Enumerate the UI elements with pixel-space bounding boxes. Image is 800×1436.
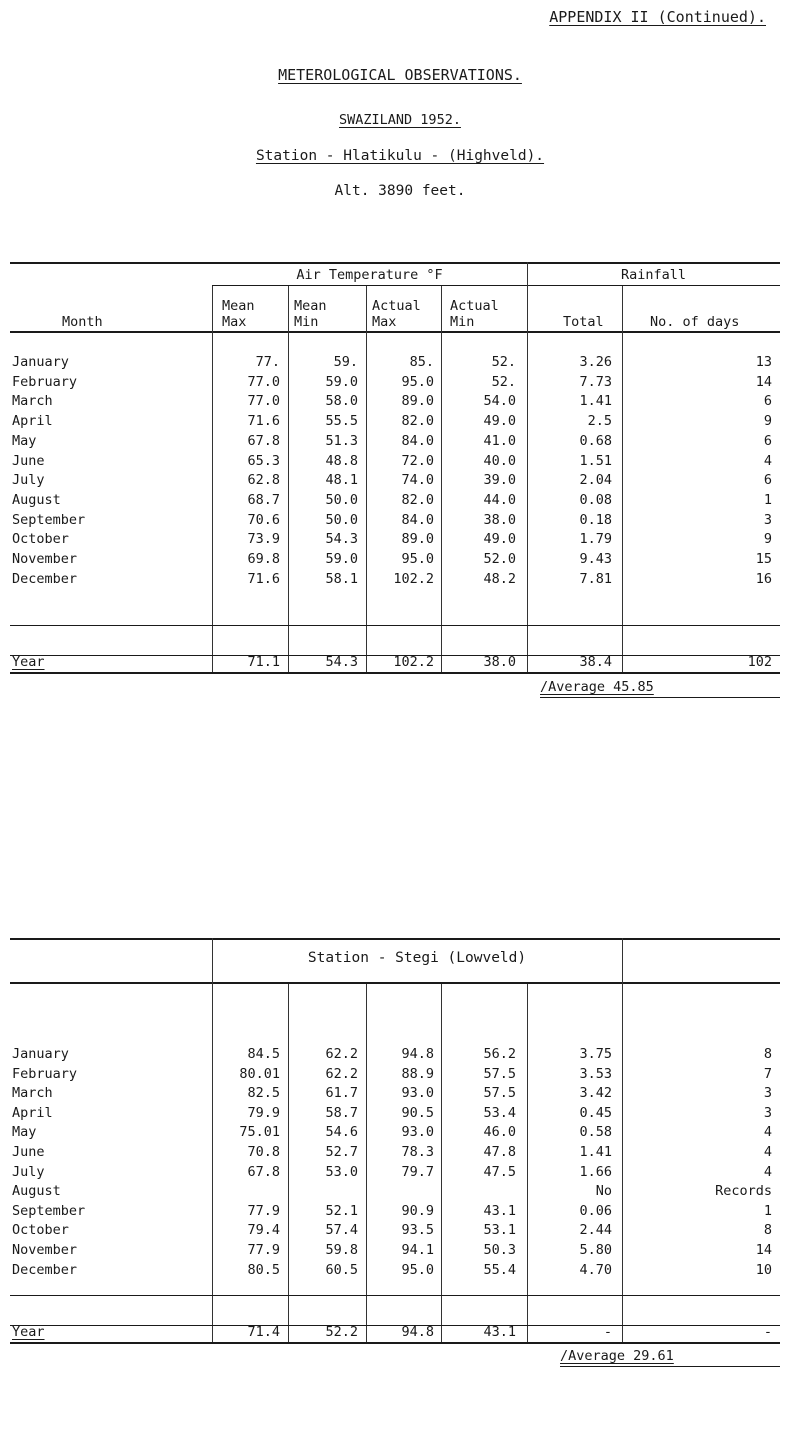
- cell-total: 5.80: [579, 1242, 612, 1258]
- cell-mmax: 84.5: [247, 1046, 280, 1062]
- cell-days: 9: [763, 531, 772, 548]
- cell-amax: 95.0: [401, 1261, 434, 1278]
- cell-amax: 90.9: [401, 1202, 434, 1219]
- cell-days: 15: [755, 551, 772, 567]
- month-label: December: [12, 1261, 78, 1278]
- cell-mmax: 77.0: [247, 373, 280, 390]
- year-mmin: 52.2: [325, 1324, 358, 1340]
- cell-mmax: 69.8: [247, 551, 280, 567]
- month-label: October: [12, 1222, 69, 1239]
- cell-mmax: 67.8: [247, 1163, 280, 1180]
- col-actual-max-2: Max: [372, 314, 397, 330]
- cell-amin: 48.2: [483, 570, 516, 587]
- month-label: March: [12, 1085, 53, 1102]
- cell-mmin: 54.6: [325, 1124, 358, 1141]
- year-mmax: 71.4: [247, 1324, 280, 1340]
- month-label: February: [12, 1065, 78, 1082]
- cell-amax: 93.0: [401, 1124, 434, 1141]
- cell-amin: 55.4: [483, 1261, 516, 1278]
- cell-amin: 39.0: [483, 472, 516, 489]
- month-label: August: [12, 1183, 61, 1200]
- cell-amax: 82.0: [401, 413, 434, 430]
- month-label: January: [12, 1046, 69, 1062]
- cell-mmin: 58.0: [325, 393, 358, 410]
- cell-mmin: 50.0: [325, 511, 358, 528]
- cell-mmax: 82.5: [247, 1085, 280, 1102]
- cell-mmax: 71.6: [247, 570, 280, 587]
- cell-mmin: 50.0: [325, 491, 358, 508]
- month-label: August: [12, 491, 61, 508]
- cell-mmin: 61.7: [325, 1085, 358, 1102]
- month-label: September: [12, 1202, 86, 1219]
- cell-days: 6: [763, 393, 772, 410]
- cell-total: 0.45: [579, 1104, 612, 1121]
- cell-total: 0.58: [579, 1124, 612, 1141]
- cell-days: 7: [763, 1065, 772, 1082]
- cell-days: 14: [755, 373, 772, 390]
- cell-mmin: 58.1: [325, 570, 358, 587]
- cell-amax: 89.0: [401, 531, 434, 548]
- cell-mmax: 73.9: [247, 531, 280, 548]
- month-label: March: [12, 393, 53, 410]
- cell-mmin: 59.8: [325, 1242, 358, 1258]
- cell-amax: 79.7: [401, 1163, 434, 1180]
- cell-days: 9: [763, 413, 772, 430]
- cell-amin: 47.8: [483, 1144, 516, 1160]
- cell-amin: 54.0: [483, 393, 516, 410]
- month-label: November: [12, 1242, 78, 1258]
- stegi-station-title: Station - Stegi (Lowveld): [307, 950, 527, 966]
- cell-mmin: 51.3: [325, 432, 358, 449]
- cell-days: 3: [763, 1104, 772, 1121]
- cell-mmax: 80.01: [239, 1065, 280, 1082]
- month-label: June: [12, 452, 45, 469]
- col-actual-max-1: Actual: [372, 298, 421, 314]
- cell-amax: 94.1: [401, 1242, 434, 1258]
- cell-total: 0.18: [579, 511, 612, 528]
- month-label: July: [12, 472, 45, 489]
- col-actual-min-1: Actual: [450, 298, 499, 314]
- average-note-hlatikulu: /Average 45.85: [540, 679, 654, 695]
- cell-mmax: 79.4: [247, 1222, 280, 1239]
- cell-total: 1.66: [579, 1163, 612, 1180]
- cell-total: 1.41: [579, 1144, 612, 1160]
- group-air-temperature: Air Temperature °F: [296, 267, 443, 283]
- cell-mmax: 70.8: [247, 1144, 280, 1160]
- year-label: Year: [12, 1324, 45, 1340]
- cell-amin: 52.: [491, 354, 516, 370]
- cell-mmax: 79.9: [247, 1104, 280, 1121]
- cell-days: 4: [763, 452, 772, 469]
- cell-amax: 78.3: [401, 1144, 434, 1160]
- month-label: January: [12, 354, 69, 370]
- cell-days: 14: [755, 1242, 772, 1258]
- cell-mmin: 60.5: [325, 1261, 358, 1278]
- cell-total: 3.42: [579, 1085, 612, 1102]
- month-label: October: [12, 531, 69, 548]
- cell-total: 0.68: [579, 432, 612, 449]
- month-label: April: [12, 413, 53, 430]
- cell-days: Records: [715, 1183, 772, 1200]
- cell-amax: 93.5: [401, 1222, 434, 1239]
- year-label: Year: [12, 654, 45, 670]
- month-label: September: [12, 511, 86, 528]
- cell-amin: 44.0: [483, 491, 516, 508]
- cell-days: 4: [763, 1124, 772, 1141]
- year-mmax: 71.1: [247, 654, 280, 670]
- cell-days: 10: [755, 1261, 772, 1278]
- cell-days: 1: [763, 1202, 772, 1219]
- cell-days: 4: [763, 1163, 772, 1180]
- cell-amin: 57.5: [483, 1065, 516, 1082]
- cell-total: 2.5: [587, 413, 612, 430]
- year-total: -: [603, 1324, 612, 1340]
- cell-total: 3.53: [579, 1065, 612, 1082]
- year-amax: 94.8: [401, 1324, 434, 1340]
- cell-amin: 53.1: [483, 1222, 516, 1239]
- cell-mmax: 71.6: [247, 413, 280, 430]
- year-amin: 38.0: [483, 654, 516, 670]
- cell-amin: 52.0: [483, 551, 516, 567]
- cell-amin: 47.5: [483, 1163, 516, 1180]
- cell-amax: 94.8: [401, 1046, 434, 1062]
- cell-days: 8: [763, 1222, 772, 1239]
- col-total: Total: [563, 314, 604, 330]
- cell-mmin: 52.1: [325, 1202, 358, 1219]
- cell-days: 16: [755, 570, 772, 587]
- cell-total: 1.79: [579, 531, 612, 548]
- cell-amin: 52.: [491, 373, 516, 390]
- cell-days: 6: [763, 472, 772, 489]
- cell-mmin: 57.4: [325, 1222, 358, 1239]
- cell-mmax: 77.0: [247, 393, 280, 410]
- year-total: 38.4: [579, 654, 612, 670]
- cell-amax: 95.0: [401, 373, 434, 390]
- cell-mmax: 77.: [255, 354, 280, 370]
- year-days: 102: [747, 654, 772, 670]
- cell-mmax: 65.3: [247, 452, 280, 469]
- cell-amax: 84.0: [401, 432, 434, 449]
- country-year: SWAZILAND 1952.: [339, 112, 461, 128]
- altitude: Alt. 3890 feet.: [334, 183, 466, 199]
- cell-amax: 85.: [409, 354, 434, 370]
- cell-amin: 40.0: [483, 452, 516, 469]
- cell-mmin: 59.0: [325, 373, 358, 390]
- cell-amax: 84.0: [401, 511, 434, 528]
- cell-amax: 90.5: [401, 1104, 434, 1121]
- cell-total: 4.70: [579, 1261, 612, 1278]
- cell-mmax: 62.8: [247, 472, 280, 489]
- cell-mmin: 59.: [333, 354, 358, 370]
- month-label: December: [12, 570, 78, 587]
- cell-mmin: 48.8: [325, 452, 358, 469]
- cell-amin: 49.0: [483, 413, 516, 430]
- cell-mmin: 54.3: [325, 531, 358, 548]
- cell-total: 2.44: [579, 1222, 612, 1239]
- col-mean-min-1: Mean: [294, 298, 327, 314]
- cell-total: 2.04: [579, 472, 612, 489]
- cell-total: 7.73: [579, 373, 612, 390]
- cell-amin: 41.0: [483, 432, 516, 449]
- cell-days: 3: [763, 511, 772, 528]
- average-note-stegi: /Average 29.61: [560, 1348, 674, 1364]
- cell-total: 1.51: [579, 452, 612, 469]
- col-actual-min-2: Min: [450, 314, 475, 330]
- cell-mmax: 77.9: [247, 1202, 280, 1219]
- cell-total: 7.81: [579, 570, 612, 587]
- col-no-of-days: No. of days: [650, 314, 740, 330]
- cell-total: 3.75: [579, 1046, 612, 1062]
- month-label: November: [12, 551, 78, 567]
- cell-days: 8: [763, 1046, 772, 1062]
- cell-amin: 50.3: [483, 1242, 516, 1258]
- cell-total: 9.43: [579, 551, 612, 567]
- cell-mmax: 67.8: [247, 432, 280, 449]
- year-mmin: 54.3: [325, 654, 358, 670]
- page-title: METEROLOGICAL OBSERVATIONS.: [278, 66, 522, 84]
- cell-mmax: 70.6: [247, 511, 280, 528]
- cell-mmin: 58.7: [325, 1104, 358, 1121]
- cell-amin: 49.0: [483, 531, 516, 548]
- cell-mmax: 75.01: [239, 1124, 280, 1141]
- year-days: -: [763, 1324, 772, 1340]
- year-amin: 43.1: [483, 1324, 516, 1340]
- month-label: April: [12, 1104, 53, 1121]
- cell-total: No: [595, 1183, 612, 1200]
- cell-amax: 88.9: [401, 1065, 434, 1082]
- cell-days: 3: [763, 1085, 772, 1102]
- cell-amax: 72.0: [401, 452, 434, 469]
- cell-mmin: 53.0: [325, 1163, 358, 1180]
- month-label: June: [12, 1144, 45, 1160]
- cell-amin: 56.2: [483, 1046, 516, 1062]
- col-mean-min-2: Min: [294, 314, 319, 330]
- appendix-heading: APPENDIX II (Continued).: [549, 8, 766, 26]
- cell-mmin: 59.0: [325, 551, 358, 567]
- cell-days: 4: [763, 1144, 772, 1160]
- month-label: May: [12, 1124, 37, 1141]
- group-rainfall: Rainfall: [620, 267, 687, 283]
- cell-mmin: 52.7: [325, 1144, 358, 1160]
- cell-amax: 102.2: [393, 570, 434, 587]
- cell-amin: 38.0: [483, 511, 516, 528]
- cell-amin: 57.5: [483, 1085, 516, 1102]
- cell-amax: 82.0: [401, 491, 434, 508]
- cell-mmax: 68.7: [247, 491, 280, 508]
- cell-days: 6: [763, 432, 772, 449]
- cell-total: 0.08: [579, 491, 612, 508]
- cell-mmax: 77.9: [247, 1242, 280, 1258]
- cell-mmin: 62.2: [325, 1065, 358, 1082]
- cell-total: 3.26: [579, 354, 612, 370]
- cell-amin: 46.0: [483, 1124, 516, 1141]
- month-label: May: [12, 432, 37, 449]
- cell-days: 13: [755, 354, 772, 370]
- cell-amax: 89.0: [401, 393, 434, 410]
- col-month: Month: [62, 314, 103, 330]
- col-mean-max-1: Mean: [222, 298, 255, 314]
- col-mean-max-2: Max: [222, 314, 247, 330]
- cell-days: 1: [763, 491, 772, 508]
- month-label: July: [12, 1163, 45, 1180]
- cell-amin: 53.4: [483, 1104, 516, 1121]
- year-amax: 102.2: [393, 654, 434, 670]
- cell-amax: 93.0: [401, 1085, 434, 1102]
- cell-mmin: 62.2: [325, 1046, 358, 1062]
- cell-mmax: 80.5: [247, 1261, 280, 1278]
- cell-mmin: 48.1: [325, 472, 358, 489]
- month-label: February: [12, 373, 78, 390]
- cell-mmin: 55.5: [325, 413, 358, 430]
- cell-total: 1.41: [579, 393, 612, 410]
- station-title: Station - Hlatikulu - (Highveld).: [255, 148, 545, 164]
- cell-amin: 43.1: [483, 1202, 516, 1219]
- cell-amax: 74.0: [401, 472, 434, 489]
- cell-total: 0.06: [579, 1202, 612, 1219]
- cell-amax: 95.0: [401, 551, 434, 567]
